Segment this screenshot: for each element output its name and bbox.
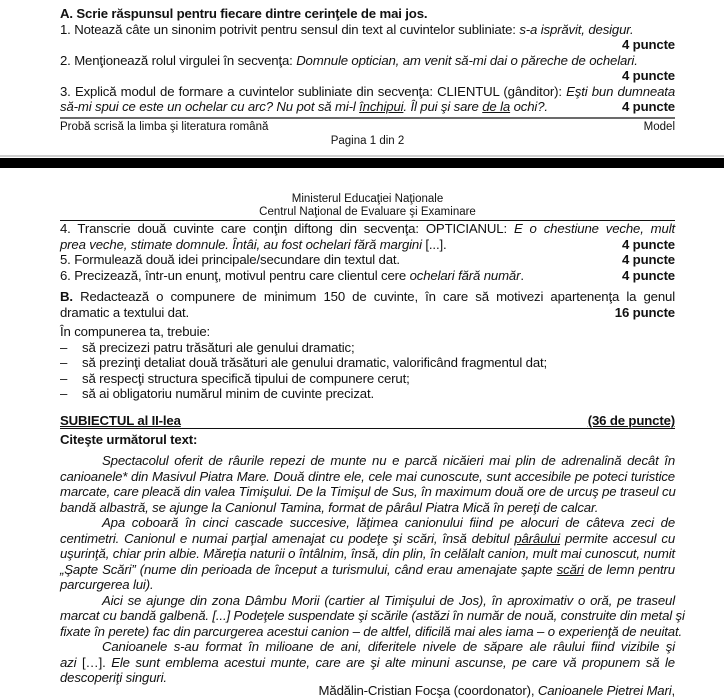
subject-2-points: (36 de puncte)	[587, 413, 675, 428]
passage-line: marcat cu bandă galbenă. [...] Podeţele suspendate şi scările (astăzi în număr de nouă, construite din metal şi	[60, 608, 685, 623]
passage-line: parcurgerea lui).	[60, 577, 154, 592]
header-center: Centrul Naţional de Evaluare şi Examinare	[259, 206, 476, 218]
question-6-points: 4 puncte	[621, 267, 675, 283]
underlined-word: de la	[482, 99, 511, 114]
page-2-questions	[60, 221, 675, 283]
underlined-word: scări	[556, 561, 584, 577]
passage-line: marcate, care pleacă din valea Timişului. De la Timişul de Sus, în maximum două ore de urcuş pe traseul cu	[60, 484, 676, 499]
subject-2-divider	[60, 428, 675, 429]
passage-line: Aici se ajunge din zona Dâmbu Morii (cartier al Timişului de Jos), în aproximativ o oră, pe traseul	[102, 592, 675, 608]
passage-source: Mădălin-Cristian Focşa (coordonator), Canioanele Pietrei Mari,	[318, 683, 675, 698]
passage-line: descoperiţi singuri.	[60, 670, 167, 685]
header-ministry: Ministerul Educaţiei Naţionale	[291, 193, 444, 205]
page-number: Pagina 1 din 2	[330, 135, 405, 147]
subject-2-heading	[60, 413, 675, 429]
section-b-intro: În compunerea ta, trebuie:	[60, 324, 211, 339]
question-1: 1. Notează câte un sinonim potrivit pentru sensul din text al cuvintelor subliniate: s-a isprăvit, desigur.	[60, 21, 634, 37]
question-3-points: 4 puncte	[621, 99, 675, 114]
requirement-item: – să prezinţi detaliat două trăsături ale genului dramatic, valorificând fragmentul dat;	[60, 355, 548, 370]
requirement-item: – să ai obligatoriu numărul minim de cuvinte precizat.	[60, 386, 374, 401]
passage-line: Spectacolul oferit de râurile repezi de munte nu e parcă nicăieri mai plin de adrenalină decât în	[102, 453, 675, 468]
question-4-points: 4 puncte	[621, 236, 675, 252]
question-2-points: 4 puncte	[621, 68, 675, 83]
page-break-band	[0, 158, 724, 168]
question-3-line-2: să-mi spui ce este un ochelar cu arc? Nu pot să mi-l închipui. Îl pui şi sare de la ochi?. 4 puncte	[60, 99, 675, 114]
question-4-line-2: prea veche, stimate domnule. Întâi, au fost ochelari fără margini [...]. 4 puncte	[60, 236, 675, 252]
source-author: Mădălin-Cristian Focşa (coordonator),	[318, 683, 538, 698]
section-a-title: A. Scrie răspunsul pentru fiecare dintre cerinţele de mai jos.	[60, 6, 428, 21]
passage-line: bandă albastră, se ajunge la Canionul Tamina, format de pârâul Piatra Mică în pereţi de calcar.	[60, 499, 599, 515]
page-break-edge	[0, 155, 724, 157]
underlined-word: pârâului	[514, 530, 561, 546]
section-b-points: 16 puncte	[614, 304, 675, 320]
question-5-points: 4 puncte	[621, 252, 675, 267]
section-b-line-2: dramatic a textului dat. 16 puncte	[60, 304, 675, 320]
reading-passage	[60, 453, 685, 686]
question-2: 2. Menţionează rolul virgulei în secvenţa: Domnule optician, am venit să-mi dai o păreche de ochelari.	[60, 52, 638, 68]
passage-line: azi […]. Ele sunt emblema acestui munte, care are şi alte minuni ascunse, pe care vă propunem să le	[60, 654, 675, 670]
question-4-line-1: 4. Transcrie două cuvinte care conţin diftong din secvenţa: OPTICIANUL: E o chestiune veche, mult	[60, 221, 675, 236]
question-5: 5. Formulează două idei principale/secundare din textul dat. 4 puncte	[60, 252, 675, 267]
passage-line: fixate în perete) fac din parcurgerea acestui canion – de altfel, dificilă mai ales iama – o experienţă de neuitat.	[60, 623, 682, 639]
passage-line: Canioanele s-au format în milioane de ani, diferitele nivele de săpare ale râului fiind vizibile şi	[102, 639, 675, 654]
underlined-word: închipui	[359, 99, 404, 114]
footer-divider	[60, 117, 675, 119]
requirement-item: – să respecţi structura specifică tipului de compunere cerut;	[60, 370, 410, 386]
question-3-line-1: 3. Explică modul de formare a cuvintelor subliniate din secvenţa: CLIENTUL (gânditor): Eşti bun dumneata	[60, 83, 676, 99]
page-1-footer	[60, 121, 675, 134]
section-b-line-1: B. Redactează o compunere de minimum 150 de cuvinte, în care să motivezi apartenenţa la genul	[60, 289, 675, 304]
source-title: Canioanele Pietrei Mari	[537, 683, 672, 698]
footer-exam-name: Probă scrisă la limba şi literatura română	[60, 121, 269, 133]
requirement-item: – să precizezi patru trăsături ale genului dramatic;	[60, 339, 355, 355]
read-prompt: Citeşte următorul text:	[60, 432, 198, 447]
passage-line: canioanele* din Masivul Piatra Mare. Două dintre ele, cele mai cunoscute, sunt accesibile pe poteci turistice	[60, 468, 675, 484]
section-b	[60, 289, 675, 402]
footer-model: Model	[643, 121, 675, 133]
subject-2-title: SUBIECTUL al II-lea	[60, 413, 181, 428]
passage-line: uşurinţă, chiar prin albie. Măreţia naturii o întâlnim, însă, din plin, în celălalt canion, mult mai cunoscut, numit	[60, 546, 675, 561]
question-1-points: 4 puncte	[621, 37, 675, 52]
passage-line: „Şapte Scări” (nume din perioada de început a turismului, când erau amenajate şapte scări de lemn pentru	[60, 561, 675, 577]
passage-line: Apa coboară în cinci cascade succesive, lăţimea canionului fiind pe alocuri de câteva zeci de	[102, 515, 675, 530]
passage-line: centimetri. Canionul e numai parţial amenajat cu podeţe şi scări, însă debitul pârâului permite accesul cu	[60, 530, 676, 546]
question-6: 6. Precizează, într-un enunţ, motivul pentru care clientul cere ochelari fără număr. 4 puncte	[60, 267, 675, 283]
page-1-section	[60, 6, 675, 115]
